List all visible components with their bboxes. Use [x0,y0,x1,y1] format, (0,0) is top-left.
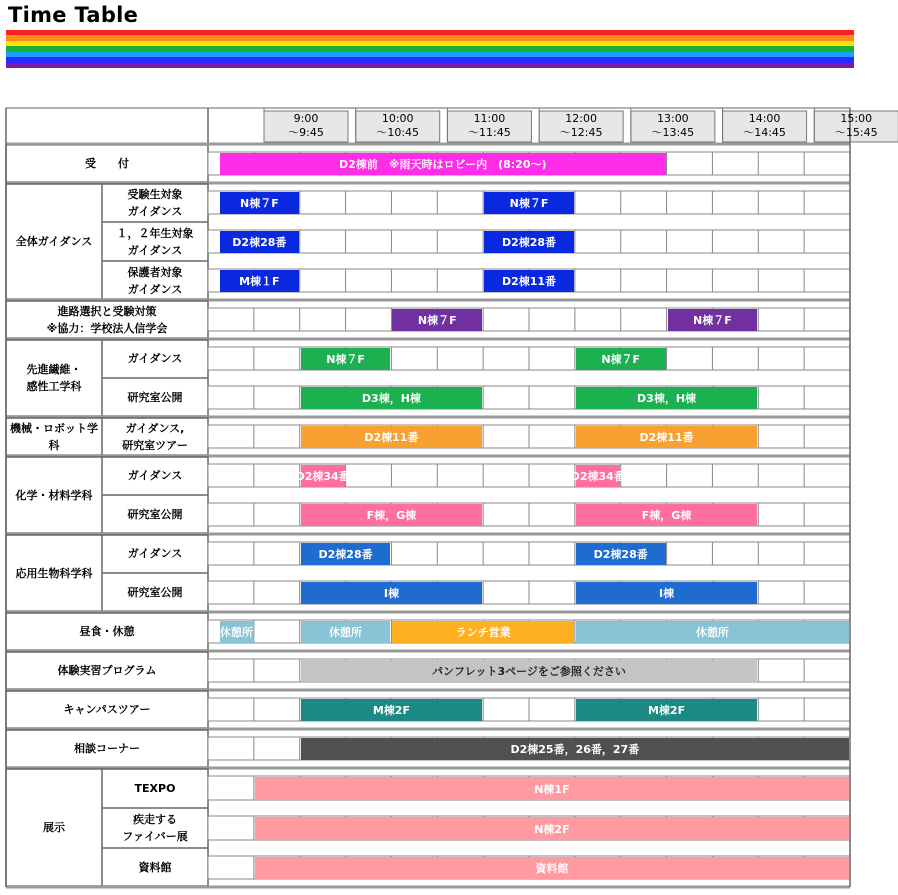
group-label: 体験実習プログラム [57,664,157,677]
schedule-bar: I棟 [301,582,482,604]
schedule-bar: D2棟34番 [576,465,620,487]
group-label: 化学・材料学科 [15,488,93,502]
group-label: 受 付 [85,157,129,170]
time-slot-end: ～14:45 [743,126,786,139]
schedule-bar: D2棟11番 [576,426,757,448]
schedule-bar: D2棟28番 [220,231,299,253]
schedule-bar: パンフレット3ページをご参照ください [301,660,758,682]
schedule-bar: N棟1F [255,777,849,800]
time-slot-end: ～10:45 [376,126,420,139]
schedule-bar: ランチ営業 [392,621,573,643]
schedule-bar: 資料館 [255,857,849,879]
schedule-bar: D2棟11番 [301,426,482,448]
row-label: 研究室公開 [127,391,183,404]
page-title: Time Table [8,3,139,27]
time-slot-start: 13:00 [656,112,689,125]
group-label: 応用生物科学科 [15,566,93,580]
schedule-bar: D2棟28番 [576,543,666,565]
time-slot-start: 9:00 [293,112,319,125]
time-slot-end: ～12:45 [559,126,603,139]
group-label: 進路選択と受験対策 ※協力：学校法人信学会 [46,304,168,335]
schedule-bar: F棟，G棟 [301,504,482,526]
schedule-bar: N棟７F [576,348,666,370]
group-label: 昼食・休憩 [79,625,135,638]
group-label: 機械・ロボット学科 [10,421,98,452]
group-label: 相談コーナー [74,742,140,755]
time-slot-start: 12:00 [565,112,597,125]
row-label: １，２年生対象 ガイダンス [116,226,194,257]
schedule-bar: D3棟，H棟 [301,387,482,409]
schedule-bar: N棟７F [301,348,391,370]
schedule-bar: N棟７F [668,309,758,331]
time-slot-label [814,112,898,140]
time-slot-start: 11:00 [473,112,506,125]
time-slot-label [264,112,348,140]
schedule-bar: D2棟11番 [484,270,574,292]
schedule-bar: 休憩所 [220,621,253,643]
schedule-bar: M棟2F [576,699,757,721]
time-slot-label [723,112,807,140]
schedule-bar: D2棟28番 [484,231,574,253]
row-label: 資料館 [138,861,172,874]
row-label: 受験生対象 ガイダンス [127,187,183,218]
time-slot-label [356,112,440,140]
schedule-bar: N棟７F [484,192,574,214]
schedule-bar: D2棟34番 [301,465,345,487]
schedule-bar: 休憩所 [576,621,849,643]
schedule-bar: N棟７F [220,192,299,214]
time-slot-start: 15:00 [840,112,873,125]
row-label: ガイダンス [127,547,183,560]
schedule-bar: F棟，G棟 [576,504,757,526]
group-label: キャンパスツアー [63,703,151,716]
row-label: ガイダンス [127,352,183,365]
schedule-bar: M棟１F [220,270,299,292]
time-slot-start: 14:00 [748,112,781,125]
schedule-bar: D2棟28番 [301,543,391,565]
time-slot-end: ～11:45 [468,126,511,139]
time-slot-end: ～15:45 [834,126,878,139]
time-slot-start: 10:00 [381,112,414,125]
schedule-bar: D3棟，H棟 [576,387,757,409]
schedule-bar: D2棟25番，26番，27番 [301,738,849,760]
time-slot-label [447,112,531,140]
schedule-bar: I棟 [576,582,757,604]
schedule-bar: N棟2F [255,817,849,840]
row-label: 保護者対象 ガイダンス [127,265,183,296]
group-label: 展示 [43,821,65,834]
row-label: ガイダンス [127,469,183,482]
row-label: ガイダンス, 研究室ツアー [122,421,188,452]
group-label: 先進繊維・ 感性工学科 [26,363,82,393]
schedule-bar: D2棟前 ※雨天時はロビー内 (8:20～) [220,153,666,175]
time-slot-end: ～13:45 [651,126,695,139]
schedule-bar: N棟７F [392,309,482,331]
schedule-bar: M棟2F [301,699,482,721]
time-slot-label [631,112,715,140]
schedule-bar: 休憩所 [301,621,391,643]
row-label: 研究室公開 [127,508,183,521]
row-label: TEXPO [134,781,176,795]
row-label: 疾走する ファイバー展 [122,813,188,843]
time-slot-end: ～9:45 [288,126,324,139]
group-label: 全体ガイダンス [15,235,93,248]
time-slot-label [539,112,623,140]
row-label: 研究室公開 [127,586,183,599]
